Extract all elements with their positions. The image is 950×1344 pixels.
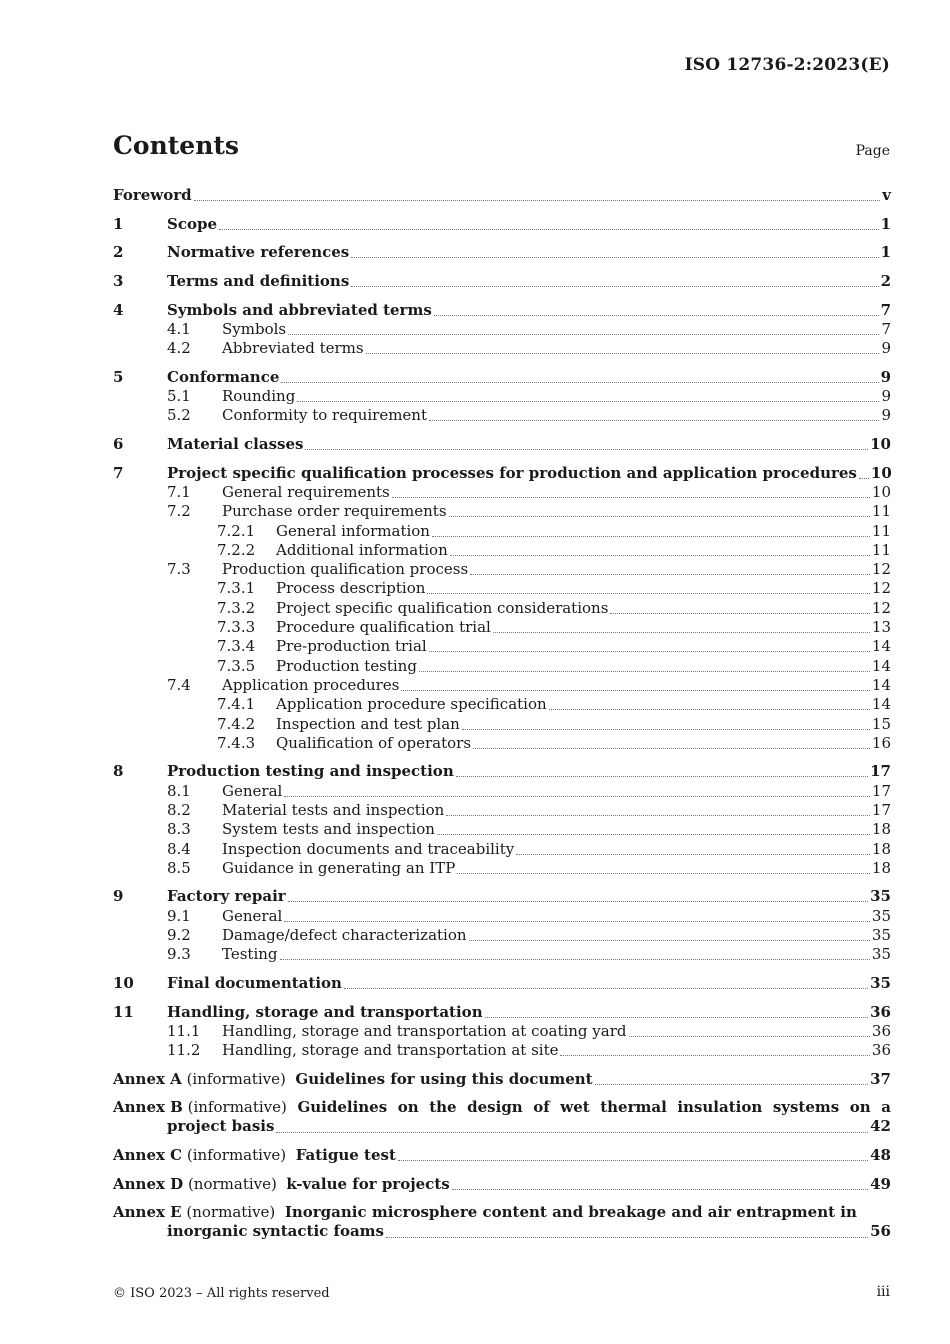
toc-entry-title: Production testing	[276, 656, 417, 675]
toc-entry-page: 11	[871, 540, 891, 559]
toc-entry-page: 1	[880, 214, 891, 233]
annex-page: 42	[870, 1117, 891, 1136]
toc-entry-title: Additional information	[276, 540, 448, 559]
annex-title-word: the	[429, 1098, 457, 1117]
toc-entry-page: 35	[871, 906, 891, 925]
toc-entry-number: 8.3	[167, 820, 191, 839]
toc-entry-title: Symbols and abbreviated terms	[167, 300, 432, 319]
toc-entry[interactable]	[113, 541, 891, 560]
dot-leader	[305, 449, 868, 450]
dot-leader	[432, 536, 870, 537]
annex-entry[interactable]	[113, 1203, 891, 1242]
dot-leader	[629, 1036, 870, 1037]
toc-entry-number: 7.3.2	[217, 598, 256, 617]
toc-entry-page: 2	[880, 272, 891, 291]
toc-entry[interactable]	[113, 243, 891, 262]
toc-entry-title: Pre-production trial	[276, 637, 427, 656]
dot-leader	[429, 651, 870, 652]
toc-entry-page: v	[882, 186, 891, 205]
dot-leader	[470, 574, 870, 575]
dot-leader	[457, 873, 870, 874]
toc-entry-title: Testing	[222, 945, 278, 964]
footer-page-number: iii	[876, 1284, 890, 1300]
toc-entry[interactable]	[113, 300, 891, 319]
dot-leader	[434, 315, 879, 316]
toc-entry-title: Abbreviated terms	[222, 339, 364, 358]
toc-entry-title: Production qualification process	[222, 560, 469, 579]
dot-leader	[351, 257, 878, 258]
toc-entry[interactable]	[113, 859, 891, 878]
dot-leader	[284, 796, 870, 797]
dot-leader	[449, 516, 870, 517]
toc-entry-number: 7.4.2	[217, 714, 256, 733]
toc-entry-page: 36	[870, 1002, 891, 1021]
dot-leader	[392, 497, 870, 498]
dot-leader	[859, 478, 869, 479]
toc-entry-number: 7.2	[167, 502, 191, 521]
toc-entry-page: 12	[871, 598, 891, 617]
toc-entry[interactable]	[113, 820, 891, 839]
annex-entry[interactable]	[113, 1069, 891, 1088]
dot-leader	[452, 1189, 868, 1190]
toc-entry[interactable]	[113, 945, 891, 964]
toc-entry-page: 36	[871, 1041, 891, 1060]
toc-entry-title: Application procedure specification	[276, 695, 547, 714]
toc-entry-title: Project specific qualification processes for production and application procedures	[167, 463, 857, 482]
toc-entry-number: 5.1	[167, 387, 191, 406]
toc-entry[interactable]	[113, 618, 891, 637]
annex-type: (informative)	[186, 1146, 287, 1165]
toc-entry[interactable]	[113, 839, 891, 858]
toc-entry-title: Project specific qualification considerations	[276, 598, 609, 617]
annex-title-word: on	[849, 1098, 871, 1117]
toc-entry[interactable]	[113, 463, 891, 482]
toc-entry-page: 35	[871, 945, 891, 964]
dot-leader	[446, 815, 870, 816]
toc-entry-page: 7	[881, 319, 891, 338]
annex-type: (informative)	[186, 1069, 286, 1088]
dot-leader	[549, 709, 870, 710]
annex-title-word: of	[533, 1098, 550, 1117]
toc-entry[interactable]	[113, 676, 891, 695]
toc-entry-title: Inspection documents and traceability	[222, 839, 515, 858]
toc-entry-number: 7.2.1	[217, 521, 256, 540]
toc-entry[interactable]	[113, 926, 891, 945]
annex-type: (normative)	[187, 1174, 277, 1193]
annex-title-continued: inorganic syntactic foams	[167, 1222, 385, 1241]
dot-leader	[516, 854, 870, 855]
table-of-contents	[113, 186, 891, 1242]
toc-entry-number: 2	[113, 243, 124, 262]
dot-leader	[351, 286, 878, 287]
toc-entry-title: Guidance in generating an ITP	[222, 858, 456, 877]
document-id: ISO 12736-2:2023(E)	[684, 55, 890, 75]
annex-id: Annex C	[113, 1146, 183, 1165]
toc-entry-number: 8	[113, 762, 124, 781]
toc-entry[interactable]	[113, 762, 891, 781]
toc-entry-title: General requirements	[222, 482, 390, 501]
toc-entry-number: 9.2	[167, 926, 191, 945]
toc-entry-page: 9	[881, 406, 891, 425]
toc-entry-page: 11	[871, 502, 891, 521]
toc-entry-title: System tests and inspection	[222, 820, 435, 839]
toc-entry-title: Damage/defect characterization	[222, 926, 467, 945]
toc-entry[interactable]	[113, 1002, 891, 1021]
annex-title-line-1	[113, 1203, 891, 1222]
toc-entry-title: Procedure qualification trial	[276, 618, 491, 637]
toc-entry-number: 9.3	[167, 945, 191, 964]
toc-entry-title: Process description	[276, 579, 426, 598]
dot-leader	[469, 940, 870, 941]
toc-entry-title: Rounding	[222, 387, 296, 406]
annex-entry[interactable]	[113, 1175, 891, 1194]
annex-title: Guidelines for using this document	[295, 1069, 593, 1088]
toc-entry[interactable]	[113, 186, 891, 205]
toc-entry[interactable]	[113, 695, 891, 714]
toc-entry[interactable]	[113, 1022, 891, 1041]
dot-leader	[284, 921, 870, 922]
toc-entry[interactable]	[113, 521, 891, 540]
toc-entry[interactable]	[113, 1041, 891, 1060]
toc-entry[interactable]	[113, 406, 891, 425]
toc-entry-page: 1	[880, 243, 891, 262]
toc-entry-page: 17	[870, 762, 891, 781]
dot-leader	[280, 959, 870, 960]
toc-entry-number: 5.2	[167, 406, 191, 425]
dot-leader	[281, 382, 878, 383]
annex-page: 37	[870, 1069, 891, 1088]
toc-entry-page: 10	[870, 435, 891, 454]
toc-entry[interactable]	[113, 368, 891, 387]
dot-leader	[366, 353, 880, 354]
annex-type: (informative)	[187, 1098, 287, 1117]
toc-entry-number: 7.3.5	[217, 656, 256, 675]
toc-entry[interactable]	[113, 598, 891, 617]
toc-entry-page: 12	[871, 560, 891, 579]
toc-entry-page: 14	[871, 656, 891, 675]
dot-leader	[450, 555, 870, 556]
annex-title-word: insulation	[677, 1098, 763, 1117]
toc-entry-number: 3	[113, 272, 124, 291]
contents-heading: Contents	[113, 131, 240, 160]
toc-entry-number: 1	[113, 214, 124, 233]
toc-entry-title: General	[222, 781, 283, 800]
toc-entry-title: Application procedures	[222, 675, 400, 694]
toc-entry-number: 4.1	[167, 319, 191, 338]
annex-title-word: wet	[560, 1098, 590, 1117]
annex-title: k-value for projects	[286, 1174, 450, 1193]
toc-entry[interactable]	[113, 887, 891, 906]
toc-entry-number: 11	[113, 1002, 134, 1021]
annex-id: Annex E	[113, 1203, 182, 1222]
annex-page: 48	[870, 1146, 891, 1165]
toc-entry-number: 9	[113, 887, 124, 906]
toc-entry-page: 13	[871, 618, 891, 637]
toc-entry[interactable]	[113, 502, 891, 521]
toc-entry-title: Normative references	[167, 243, 350, 262]
annex-page: 56	[870, 1222, 891, 1241]
toc-entry-title: Final documentation	[167, 973, 342, 992]
toc-entry[interactable]	[113, 560, 891, 579]
toc-entry-page: 35	[871, 926, 891, 945]
dot-leader	[610, 613, 870, 614]
annex-title-word: systems	[772, 1098, 840, 1117]
dot-leader	[219, 229, 879, 230]
toc-entry-page: 36	[871, 1021, 891, 1040]
toc-entry-title: Symbols	[222, 319, 287, 338]
dot-leader	[344, 988, 868, 989]
annex-title-word: thermal	[600, 1098, 667, 1117]
toc-entry[interactable]	[113, 734, 891, 753]
toc-entry[interactable]	[113, 714, 891, 733]
toc-entry-page: 15	[871, 714, 891, 733]
toc-entry-page: 18	[871, 820, 891, 839]
footer-copyright: © ISO 2023 – All rights reserved	[113, 1286, 330, 1301]
dot-leader	[456, 776, 868, 777]
toc-entry-number: 10	[113, 973, 134, 992]
toc-entry-title: General	[222, 906, 283, 925]
annex-title-word: on	[397, 1098, 419, 1117]
dot-leader	[401, 690, 870, 691]
toc-entry-page: 9	[881, 387, 891, 406]
toc-entry-number: 7.2.2	[217, 540, 256, 559]
dot-leader	[493, 632, 870, 633]
annex-title-continued: project basis	[167, 1117, 275, 1136]
toc-entry-number: 7.3.1	[217, 579, 256, 598]
dot-leader	[194, 200, 881, 201]
toc-entry-number: 7.1	[167, 482, 191, 501]
toc-entry-title: Scope	[167, 214, 218, 233]
dot-leader	[427, 593, 870, 594]
toc-entry[interactable]	[113, 435, 891, 454]
toc-entry-number: 7.3.4	[217, 637, 256, 656]
toc-entry-number: 7.4	[167, 675, 191, 694]
toc-entry-page: 14	[871, 675, 891, 694]
page-column-label: Page	[855, 143, 890, 159]
toc-entry-title: Conformity to requirement	[222, 406, 427, 425]
toc-entry-title: General information	[276, 521, 430, 540]
toc-entry-number: 9.1	[167, 906, 191, 925]
toc-entry-page: 17	[871, 800, 891, 819]
dot-leader	[560, 1055, 869, 1056]
toc-entry-number: 7.4.3	[217, 733, 256, 752]
toc-entry-number: 7.3.3	[217, 618, 256, 637]
toc-entry-number: 7.4.1	[217, 695, 256, 714]
toc-entry-number: 7.3	[167, 560, 191, 579]
annex-entry[interactable]	[113, 1098, 891, 1137]
dot-leader	[485, 1017, 869, 1018]
toc-entry-title: Handling, storage and transportation	[167, 1002, 483, 1021]
annex-page: 49	[870, 1174, 891, 1193]
toc-entry-number: 8.2	[167, 800, 191, 819]
toc-entry-title: Conformance	[167, 367, 280, 386]
dot-leader	[437, 834, 870, 835]
toc-entry-number: 11.1	[167, 1021, 201, 1040]
toc-entry-number: 8.1	[167, 781, 191, 800]
toc-entry[interactable]	[113, 320, 891, 339]
toc-entry[interactable]	[113, 272, 891, 291]
annex-id: Annex D	[113, 1174, 184, 1193]
dot-leader	[595, 1084, 869, 1085]
toc-entry-page: 7	[880, 300, 891, 319]
toc-entry-page: 35	[870, 887, 891, 906]
toc-entry-number: 4	[113, 300, 124, 319]
toc-entry-title: Purchase order requirements	[222, 502, 447, 521]
toc-entry-title: Terms and definitions	[167, 272, 350, 291]
toc-entry[interactable]	[113, 579, 891, 598]
dot-leader	[297, 401, 879, 402]
toc-entry-page: 11	[871, 521, 891, 540]
annex-title: Inorganic microsphere content and breakage and air entrapment in	[284, 1203, 857, 1222]
annex-title-line-1	[113, 1098, 891, 1117]
annex-type: (normative)	[186, 1203, 276, 1222]
toc-entry[interactable]	[113, 656, 891, 675]
toc-entry-page: 14	[871, 695, 891, 714]
toc-entry-page: 35	[870, 973, 891, 992]
dot-leader	[429, 420, 879, 421]
toc-entry[interactable]	[113, 974, 891, 993]
annex-id: Annex B	[113, 1098, 183, 1117]
annex-entry[interactable]	[113, 1146, 891, 1165]
dot-leader	[288, 334, 879, 335]
toc-entry[interactable]	[113, 781, 891, 800]
annex-title-word: a	[881, 1098, 891, 1117]
dot-leader	[462, 729, 870, 730]
dot-leader	[276, 1132, 868, 1133]
toc-entry-page: 9	[880, 367, 891, 386]
toc-entry[interactable]	[113, 483, 891, 502]
toc-entry-page: 16	[871, 733, 891, 752]
toc-entry-title: Foreword	[113, 186, 192, 205]
toc-entry-number: 6	[113, 435, 124, 454]
annex-title-line-2	[113, 1222, 891, 1241]
toc-entry-page: 10	[870, 463, 892, 482]
toc-entry-number: 4.2	[167, 339, 191, 358]
toc-entry[interactable]	[113, 339, 891, 358]
annex-title-word: design	[467, 1098, 523, 1117]
toc-entry-title: Handling, storage and transportation at site	[222, 1041, 559, 1060]
toc-entry-page: 18	[871, 858, 891, 877]
toc-entry-title: Handling, storage and transportation at coating yard	[222, 1021, 627, 1040]
toc-entry-page: 9	[881, 339, 891, 358]
annex-id: Annex A	[113, 1069, 182, 1088]
toc-entry-title: Inspection and test plan	[276, 714, 460, 733]
toc-entry-title: Material tests and inspection	[222, 800, 445, 819]
toc-entry-page: 18	[871, 839, 891, 858]
toc-entry[interactable]	[113, 637, 891, 656]
toc-entry-title: Factory repair	[167, 887, 286, 906]
toc-entry[interactable]	[113, 906, 891, 925]
annex-title-word: Guidelines	[297, 1098, 388, 1117]
dot-leader	[398, 1160, 868, 1161]
dot-leader	[473, 748, 870, 749]
dot-leader	[419, 671, 870, 672]
toc-entry-number: 7	[113, 463, 124, 482]
toc-entry-page: 10	[871, 482, 891, 501]
toc-entry-number: 5	[113, 367, 124, 386]
toc-entry-title: Material classes	[167, 435, 304, 454]
toc-entry-number: 8.4	[167, 839, 191, 858]
toc-entry-number: 11.2	[167, 1041, 201, 1060]
annex-title: Fatigue test	[295, 1146, 396, 1165]
toc-entry[interactable]	[113, 801, 891, 820]
toc-entry-page: 14	[871, 637, 891, 656]
toc-entry-page: 17	[871, 781, 891, 800]
annex-label-group	[113, 1098, 287, 1117]
toc-entry-page: 12	[871, 579, 891, 598]
toc-entry[interactable]	[113, 387, 891, 406]
dot-leader	[288, 901, 868, 902]
toc-entry-number: 8.5	[167, 858, 191, 877]
toc-entry-title: Production testing and inspection	[167, 762, 454, 781]
dot-leader	[386, 1237, 868, 1238]
toc-entry-title: Qualification of operators	[276, 733, 472, 752]
annex-title-line-2	[113, 1117, 891, 1136]
toc-entry[interactable]	[113, 215, 891, 234]
